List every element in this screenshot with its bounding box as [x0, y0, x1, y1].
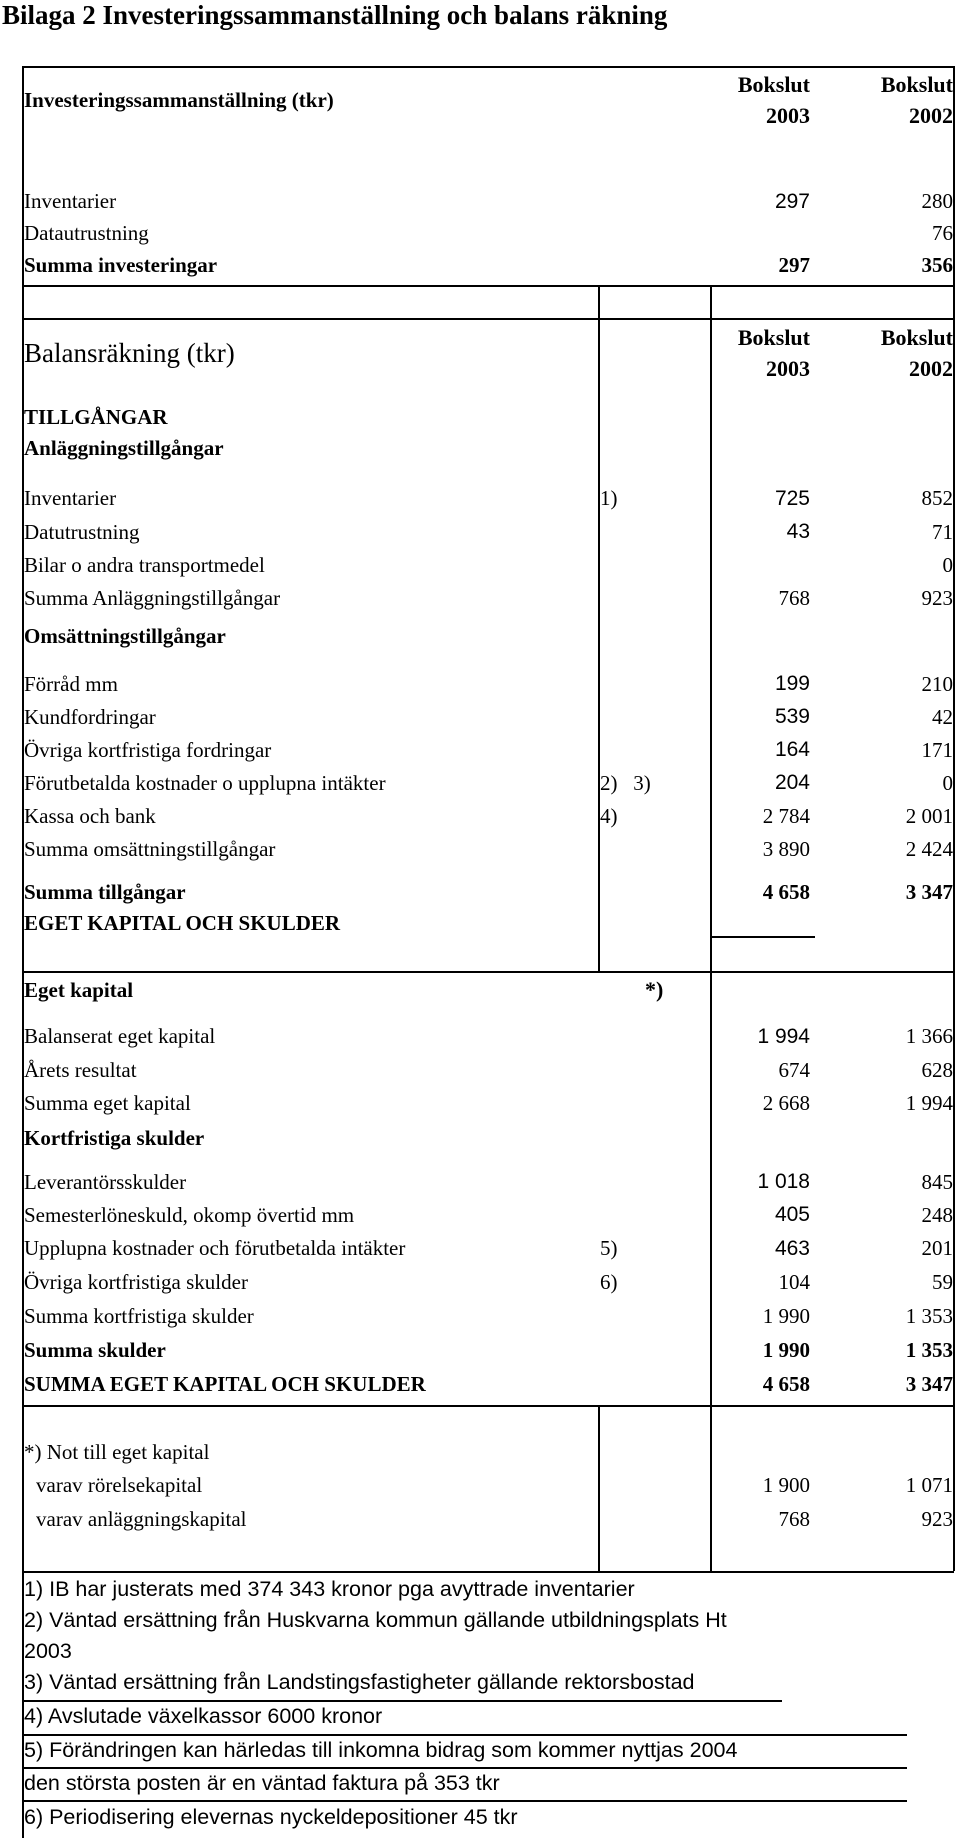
grid-line	[710, 285, 712, 971]
value-2003: 2 668	[762, 1090, 810, 1115]
value-2003: 1 018	[757, 1170, 810, 1193]
grid-line	[710, 1405, 712, 1571]
value-2003: 405	[774, 1203, 810, 1226]
row-label: Leverantörsskulder	[24, 1169, 187, 1194]
table-row-total	[0, 1334, 960, 1367]
col-label: Bokslut	[880, 72, 953, 97]
value-2002: 1 071	[905, 1473, 953, 1497]
grid-line	[598, 1405, 600, 1571]
row-label: Summa tillgångar	[24, 879, 186, 904]
row-label: Årets resultat	[24, 1057, 137, 1082]
row-label: Inventarier	[24, 486, 117, 510]
table-row	[0, 734, 960, 766]
grid-line	[22, 66, 954, 68]
assets-heading: TILLGÅNGAR	[24, 405, 168, 429]
row-note	[600, 833, 710, 865]
value-2003: 3 890	[762, 836, 810, 861]
row-label: Semesterlöneskuld, okomp övertid mm	[24, 1202, 355, 1227]
section-heading	[0, 973, 960, 1007]
value-2002: 923	[921, 1507, 953, 1531]
value-2003: 463	[774, 1236, 810, 1260]
value-2002: 76	[932, 221, 953, 245]
value-2003: 1 990	[762, 1338, 810, 1362]
row-label: Summa kortfristiga skulder	[24, 1304, 254, 1328]
row-note	[600, 701, 710, 733]
grid-line	[953, 66, 955, 1571]
footnote-rule	[22, 1700, 782, 1702]
balance-header-row	[0, 318, 960, 388]
value-2002: 356	[921, 253, 953, 277]
value-2002: 171	[921, 737, 953, 762]
footnote-2-continued: 2003	[24, 1639, 72, 1663]
value-2003: 674	[778, 1057, 810, 1082]
row-note	[600, 549, 710, 581]
row-note	[600, 1166, 710, 1198]
investment-heading: Investeringssammanställning (tkr)	[24, 87, 334, 112]
equity-note-heading-row	[0, 1436, 960, 1468]
table-row-total	[0, 876, 960, 908]
section-heading	[0, 402, 960, 433]
table-row-total	[0, 582, 960, 614]
row-note: 6)	[600, 1270, 618, 1294]
table-row	[0, 549, 960, 581]
value-2003: 204	[774, 771, 810, 794]
footnote-rule	[22, 1800, 907, 1802]
value-2003: 2 784	[762, 803, 810, 828]
row-note	[600, 668, 710, 700]
table-row-total	[0, 249, 960, 282]
value-2003: 768	[778, 585, 810, 610]
row-label: varav rörelsekapital	[36, 1473, 203, 1497]
col-year: 2003	[766, 103, 810, 128]
value-2002: 248	[921, 1202, 953, 1227]
investment-header-row	[0, 66, 960, 134]
value-2003: 199	[774, 672, 810, 695]
value-2003: 43	[786, 520, 810, 543]
row-note	[600, 1300, 710, 1333]
row-label: Balanserat eget kapital	[24, 1024, 216, 1048]
footnote-5-continued: den största posten är en väntad faktura på 353 tkr	[24, 1771, 500, 1795]
table-row	[0, 668, 960, 700]
value-2002: 1 353	[905, 1338, 953, 1362]
value-2003: 297	[774, 189, 810, 213]
value-2002: 42	[932, 704, 953, 729]
value-2002: 2 424	[905, 836, 953, 861]
footnote-5: 5) Förändringen kan härledas till inkomna bidrag som kommer nyttjas 2004	[24, 1738, 738, 1762]
col-year: 2002	[909, 103, 953, 128]
row-label: Datautrustning	[24, 221, 149, 245]
table-row-total	[0, 833, 960, 865]
table-row	[0, 767, 960, 799]
value-2003: 4 658	[762, 1372, 810, 1396]
value-2003	[710, 218, 810, 249]
col-label: Bokslut	[737, 325, 810, 350]
value-2002: 1 994	[905, 1090, 953, 1115]
grid-line	[22, 318, 954, 320]
balance-heading: Balansräkning (tkr)	[24, 337, 235, 368]
table-row	[0, 1166, 960, 1198]
value-2002: 628	[921, 1057, 953, 1082]
footnote-6: 6) Periodisering elevernas nyckeldepositioner 45 tkr	[24, 1805, 518, 1829]
row-label: Kundfordringar	[24, 704, 156, 729]
row-label: Summa omsättningstillgångar	[24, 836, 276, 861]
row-label: Övriga kortfristiga fordringar	[24, 737, 272, 762]
row-note: 2) 3)	[600, 770, 651, 795]
row-label: Förråd mm	[24, 671, 118, 696]
row-label: Summa Anläggningstillgångar	[24, 585, 281, 610]
table-row-grand-total	[0, 1368, 960, 1401]
table-row	[0, 1054, 960, 1086]
row-label: Upplupna kostnader och förutbetalda intäkter	[24, 1236, 406, 1260]
grid-line	[22, 1571, 954, 1573]
row-note: 5)	[600, 1236, 618, 1260]
value-2002: 0	[942, 552, 953, 577]
table-row	[0, 701, 960, 733]
section-heading	[0, 433, 960, 464]
col-label: Bokslut	[880, 325, 953, 350]
table-row	[0, 1232, 960, 1265]
current-assets-heading: Omsättningstillgångar	[24, 623, 226, 648]
row-label: Summa skulder	[24, 1338, 166, 1362]
footnote-rule	[22, 1734, 907, 1736]
value-2002: 3 347	[905, 879, 953, 904]
table-row	[0, 1020, 960, 1053]
table-row	[0, 1199, 960, 1231]
grid-line	[22, 971, 954, 973]
investment-col-2002	[830, 66, 953, 134]
row-label: Inventarier	[24, 189, 117, 213]
value-2002: 210	[921, 671, 953, 696]
equity-heading: Eget kapital	[24, 977, 134, 1002]
balance-col-2003	[710, 318, 810, 388]
section-heading	[0, 1122, 960, 1154]
row-note	[600, 734, 710, 766]
table-row	[0, 1503, 960, 1536]
equity-note-heading: *) Not till eget kapital	[24, 1439, 210, 1464]
row-note: 4)	[600, 803, 618, 828]
value-2003: 725	[774, 486, 810, 510]
row-label: Kassa och bank	[24, 803, 156, 828]
table-row	[0, 218, 960, 249]
value-2002: 71	[932, 519, 953, 544]
value-2002: 852	[921, 486, 953, 510]
value-2003	[710, 549, 810, 581]
col-year: 2002	[909, 356, 953, 381]
row-label: Summa investeringar	[24, 253, 218, 277]
value-2002: 2 001	[905, 803, 953, 828]
value-2003: 539	[774, 705, 810, 728]
value-2003: 164	[774, 738, 810, 761]
value-2002: 0	[942, 770, 953, 795]
grid-line	[22, 66, 24, 1838]
grid-line	[598, 285, 600, 971]
value-2003: 104	[778, 1270, 810, 1294]
row-label: varav anläggningskapital	[36, 1507, 247, 1531]
table-row-total	[0, 1300, 960, 1333]
grid-line	[22, 285, 954, 287]
footnote-2: 2) Väntad ersättning från Huskvarna kommun gällande utbildningsplats Ht	[24, 1608, 727, 1632]
balance-col-2002	[830, 318, 953, 388]
value-2003: 768	[778, 1507, 810, 1531]
table-row	[0, 186, 960, 217]
row-label: SUMMA EGET KAPITAL OCH SKULDER	[24, 1372, 426, 1396]
fixed-assets-heading: Anläggningstillgångar	[24, 436, 224, 460]
value-2002: 201	[921, 1236, 953, 1260]
equity-note-marker: *)	[645, 977, 664, 1002]
table-row	[0, 800, 960, 832]
row-label: Datutrustning	[24, 519, 140, 544]
value-2003: 297	[778, 253, 810, 277]
value-2002: 923	[921, 585, 953, 610]
page-title: Bilaga 2 Investeringssammanställning och balans räkning	[2, 0, 668, 30]
footnote-4: 4) Avslutade växelkassor 6000 kronor	[24, 1704, 383, 1728]
table-row	[0, 1469, 960, 1502]
table-row-total	[0, 1087, 960, 1119]
value-2002: 59	[932, 1270, 953, 1294]
value-2002: 280	[921, 189, 953, 213]
table-row	[0, 1266, 960, 1299]
footnote-rule	[22, 1767, 907, 1769]
row-note	[600, 1199, 710, 1231]
value-2003: 1 900	[762, 1473, 810, 1497]
row-label: Bilar o andra transportmedel	[24, 552, 265, 577]
table-row	[0, 516, 960, 548]
footnote-1: 1) IB har justerats med 374 343 kronor pga avyttrade inventarier	[24, 1577, 635, 1601]
row-label: Övriga kortfristiga skulder	[24, 1270, 248, 1294]
equity-liabilities-heading: EGET KAPITAL OCH SKULDER	[24, 910, 341, 935]
section-heading	[0, 620, 960, 652]
row-note	[600, 516, 710, 548]
col-label: Bokslut	[737, 72, 810, 97]
value-2002: 1 353	[905, 1304, 953, 1328]
value-2003: 1 994	[757, 1024, 810, 1048]
value-2003: 1 990	[762, 1304, 810, 1328]
investment-col-2003	[710, 66, 810, 134]
table-row	[0, 482, 960, 515]
value-2003: 4 658	[762, 879, 810, 904]
row-label: Förutbetalda kostnader o upplupna intäkter	[24, 770, 386, 795]
footnote-3: 3) Väntad ersättning från Landstingsfastigheter gällande rektorsbostad	[24, 1670, 695, 1694]
row-note: 1)	[600, 486, 618, 510]
value-2002: 1 366	[905, 1024, 953, 1048]
section-heading	[0, 907, 960, 939]
row-label: Summa eget kapital	[24, 1090, 191, 1115]
value-2002: 845	[921, 1169, 953, 1194]
col-year: 2003	[766, 356, 810, 381]
grid-line	[710, 936, 815, 938]
grid-line	[22, 1405, 954, 1407]
row-note	[600, 582, 710, 614]
short-liabilities-heading: Kortfristiga skulder	[24, 1125, 205, 1150]
grid-line	[710, 971, 712, 1405]
value-2002: 3 347	[905, 1372, 953, 1396]
